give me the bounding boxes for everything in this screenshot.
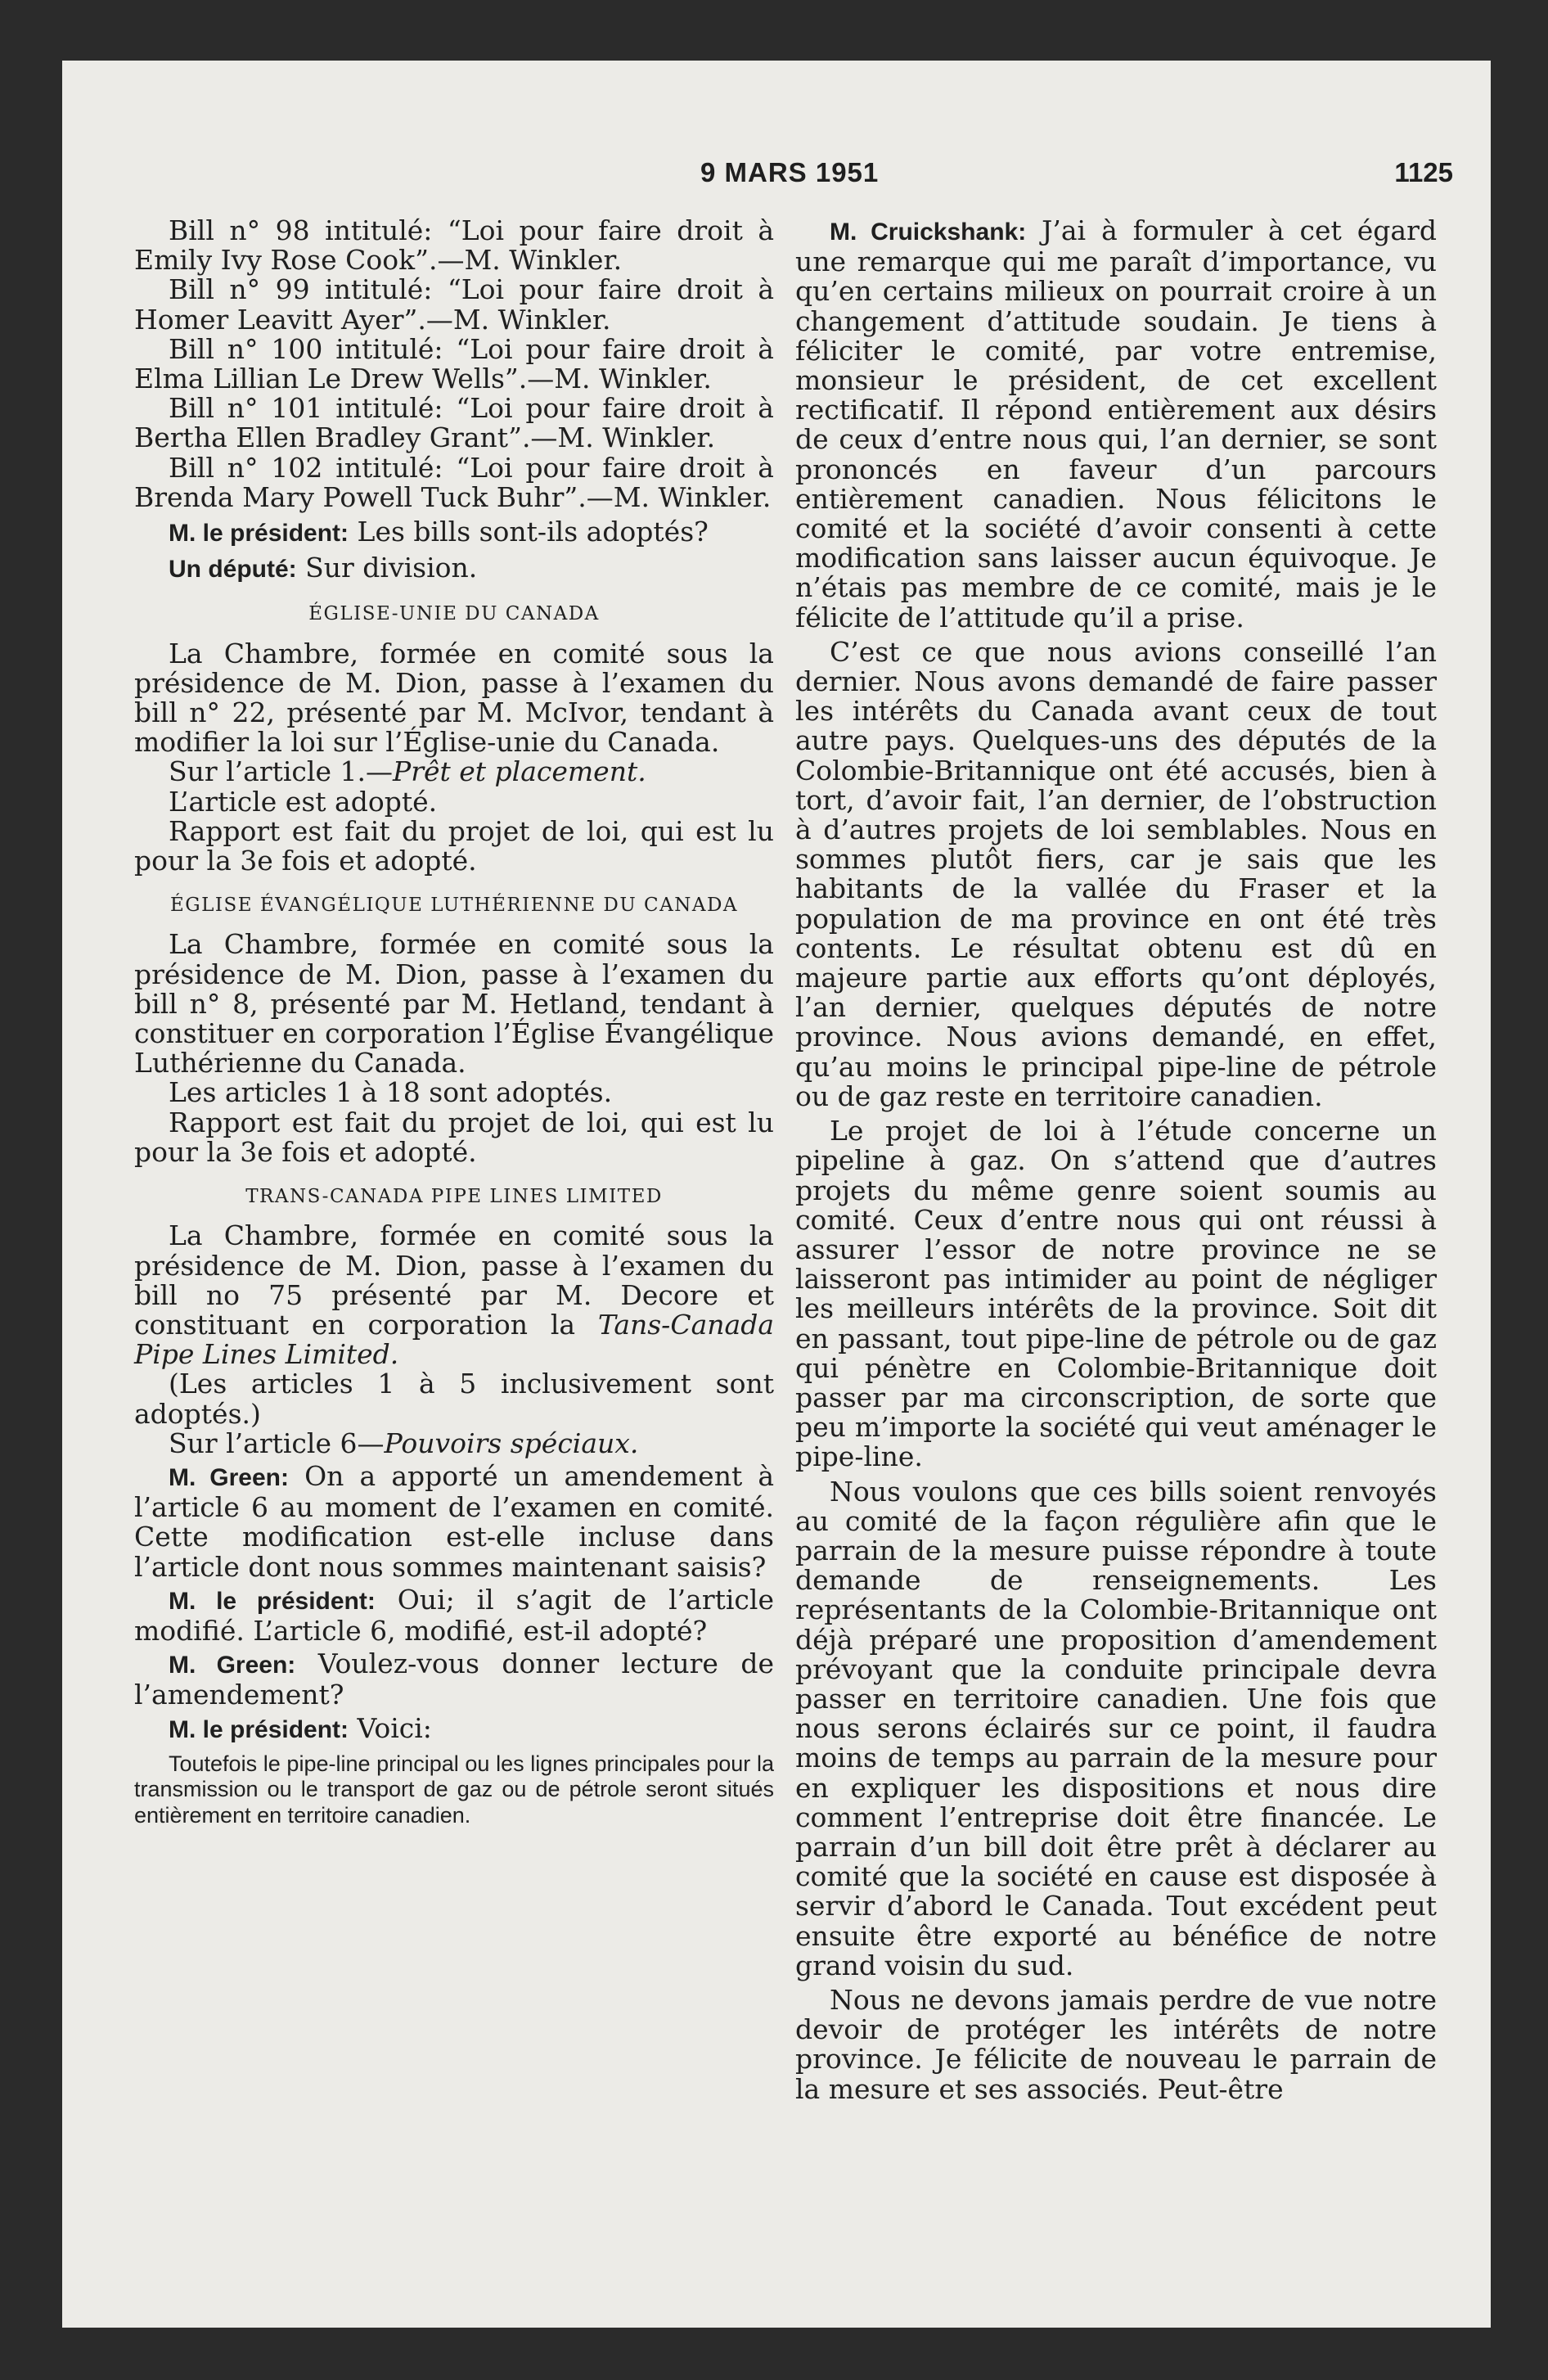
section-heading: TRANS-CANADA PIPE LINES LIMITED (245, 1186, 663, 1208)
left-column (134, 216, 774, 1828)
speech (134, 517, 774, 548)
paragraph: C’est ce que nous avions conseillé l’an dernier. Nous avons demandé de faire passer les intérêts du Canada avant ceux de tout autre pays. Quelques-uns des députés de la Colombie-Britannique ont été accusés, bien à tort, d’avoir fait, l’an dernier, de l’obstruction à d’autres projets de loi semblables. Nous en sommes plutôt fiers, car je sais que les habitants de la vallée du Fraser et la population de ma province en ont été très contents. Le résultat obtenu est dû en majeure partie aux efforts qu’ont déployés, l’an dernier, quelques députés de notre province. Nous avions demandé, en effet, qu’au moins le principal pipe-line de pétrole ou de gaz reste en territoire canadien. (795, 635, 1437, 1112)
speech (134, 1649, 774, 1710)
section-heading: ÉGLISE ÉVANGÉLIQUE LUTHÉRIENNE DU CANADA (169, 895, 739, 917)
bill-entry: Bill n° 102 intitulé: “Loi pour faire droit à Brenda Mary Powell Tuck Buhr”.—M. Winkler. (134, 451, 774, 513)
section-heading: ÉGLISE-UNIE DU CANADA (308, 603, 600, 625)
paragraph: Rapport est fait du projet de loi, qui est lu pour la 3e fois et adopté. (134, 814, 774, 877)
speech (795, 216, 1437, 633)
paragraph (134, 1429, 774, 1458)
paragraph (134, 1221, 774, 1369)
speaker-name: Un député: (169, 556, 297, 584)
paragraph: Les articles 1 à 18 sont adoptés. (169, 1076, 613, 1109)
speech (134, 1711, 774, 1745)
speech-text: On a apporté un amendement à l’article 6 au moment de l’examen en comité. Cette modification est-elle incluse dans l’article dont nous sommes maintenant saisis? (134, 1459, 775, 1583)
paragraph-text: Sur l’article 6— (169, 1427, 385, 1459)
paragraph: La Chambre, formée en comité sous la présidence de M. Dion, passe à l’examen du bill n° 8, présenté par M. Hetland, tendant à constituer en corporation l’Église Évangélique Luthérienne du Canada. (134, 928, 774, 1080)
speech-text: Oui; il s’agit de l’article modifié. L’article 6, modifié, est-il adopté? (134, 1583, 774, 1647)
paragraph: Rapport est fait du projet de loi, qui est lu pour la 3e fois et adopté. (134, 1106, 774, 1168)
page-number: 1125 (1394, 157, 1453, 187)
speaker-name: M. Green: (169, 1652, 296, 1679)
amendment-quote: Toutefois le pipe-line principal ou les lignes principales pour la transmission ou le transport de gaz ou de pétrole seront situés entièrement en territoire canadien. (134, 1751, 774, 1828)
article-title: Prêt et placement. (392, 755, 646, 788)
paragraph: Nous voulons que ces bills soient renvoyés au comité de la façon régulière afin que le parrain de la mesure puisse répondre à toute demande de renseignements. Les représentants de la Colombie-Britannique ont déjà préparé une proposition d’amendement prévoyant que la conduite principale devra passer en territoire canadien. Une fois que nous serons éclairés sur ce point, il faudra moins de temps au parrain de la mesure pour en expliquer les dispositions et nous dire comment l’entreprise doit être financée. Le parrain d’un bill doit être prêt à déclarer au comité que la société en cause est disposée à servir d’abord le Canada. Tout excédent peut ensuite être exporté au bénéfice de notre grand voisin du sud. (795, 1475, 1437, 1981)
page-header (62, 157, 1491, 206)
speaker-name: M. le président: (169, 520, 349, 548)
speech (134, 553, 774, 584)
paragraph: L’article est adopté. (169, 785, 438, 818)
page (62, 61, 1491, 2328)
speech (134, 1459, 775, 1583)
speaker-name: M. le président: (169, 1587, 376, 1615)
speech-text: J’ai à formuler à cet égard une remarque qui me paraît d’importance, vu qu’en certains milieux on pourrait croire à un changement d’attitude soudain. Je tiens à féliciter le comité, par votre entremise, monsieur le président, de cet excellent rectificatif. Il répond entièrement aux désirs de ceux d’entre nous qui, l’an dernier, se sont prononcés en faveur d’un parcours entièrement canadien. Nous félicitons le comité et la société d’avoir consenti à cette modification sans laisser aucun équivoque. Je n’étais pas membre de ce comité, mais je le félicite de l’attitude qu’il a prise. (795, 214, 1437, 633)
bill-entry: Bill n° 100 intitulé: “Loi pour faire droit à Elma Lillian Le Drew Wells”.—M. Winkler. (134, 332, 774, 395)
article-title: Pouvoirs spéciaux. (384, 1427, 639, 1459)
paragraph (134, 757, 774, 787)
bill-entry: Bill n° 98 intitulé: “Loi pour faire droit à Emily Ivy Rose Cook”.—M. Winkler. (134, 214, 774, 277)
speaker-name: M. Cruickshank: (830, 219, 1027, 246)
paragraph: Le projet de loi à l’étude concerne un pipeline à gaz. On s’attend que d’autres projets du même genre soient soumis au comité. Ceux d’entre nous qui ont réussi à assurer l’essor de notre province ne se laisseront pas intimider au point de négliger les meilleurs intérêts de la province. Soit dit en passant, tout pipe-line de pétrole ou de gaz qui pénètre en Colombie-Britannique doit passer par ma circonscription, de sorte que peu m’importe la société qui veut aménager le pipe-line. (795, 1115, 1437, 1473)
speech-text: Sur division. (296, 552, 478, 584)
paragraph-text: La Chambre, formée en comité sous la présidence de M. Dion, passe à l’examen du bill no 75 présenté par M. Decore et constituant en corporation la (134, 1219, 774, 1341)
speech-text: Voulez-vous donner lecture de l’amendement? (134, 1648, 774, 1711)
paragraph: (Les articles 1 à 5 inclusivement sont adoptés.) (134, 1368, 774, 1430)
speaker-name: M. le président: (169, 1715, 349, 1743)
company-name: Tans-Canada Pipe Lines Limited. (134, 1308, 774, 1371)
paragraph: Nous ne devons jamais perdre de vue notre devoir de protéger les intérêts de notre province. Je félicite de nouveau le parrain de la mesure et ses associés. Peut-être (795, 1983, 1437, 2105)
paragraph-text: Sur l’article 1.— (169, 755, 393, 788)
speaker-name: M. Green: (169, 1463, 289, 1491)
speech-text: Voici: (349, 1711, 432, 1744)
right-column (795, 216, 1437, 2104)
bill-entry: Bill n° 99 intitulé: “Loi pour faire droit à Homer Leavitt Ayer”.—M. Winkler. (134, 273, 774, 336)
speech-text: Les bills sont-ils adoptés? (349, 516, 709, 548)
speech (134, 1585, 774, 1646)
paragraph: La Chambre, formée en comité sous la présidence de M. Dion, passe à l’examen du bill n° 22, présenté par M. McIvor, tendant à modifier la loi sur l’Église-unie du Canada. (134, 637, 774, 759)
bill-entry: Bill n° 101 intitulé: “Loi pour faire droit à Bertha Ellen Bradley Grant”.—M. Winkler. (134, 392, 774, 454)
page-date: 9 MARS 1951 (700, 157, 880, 187)
